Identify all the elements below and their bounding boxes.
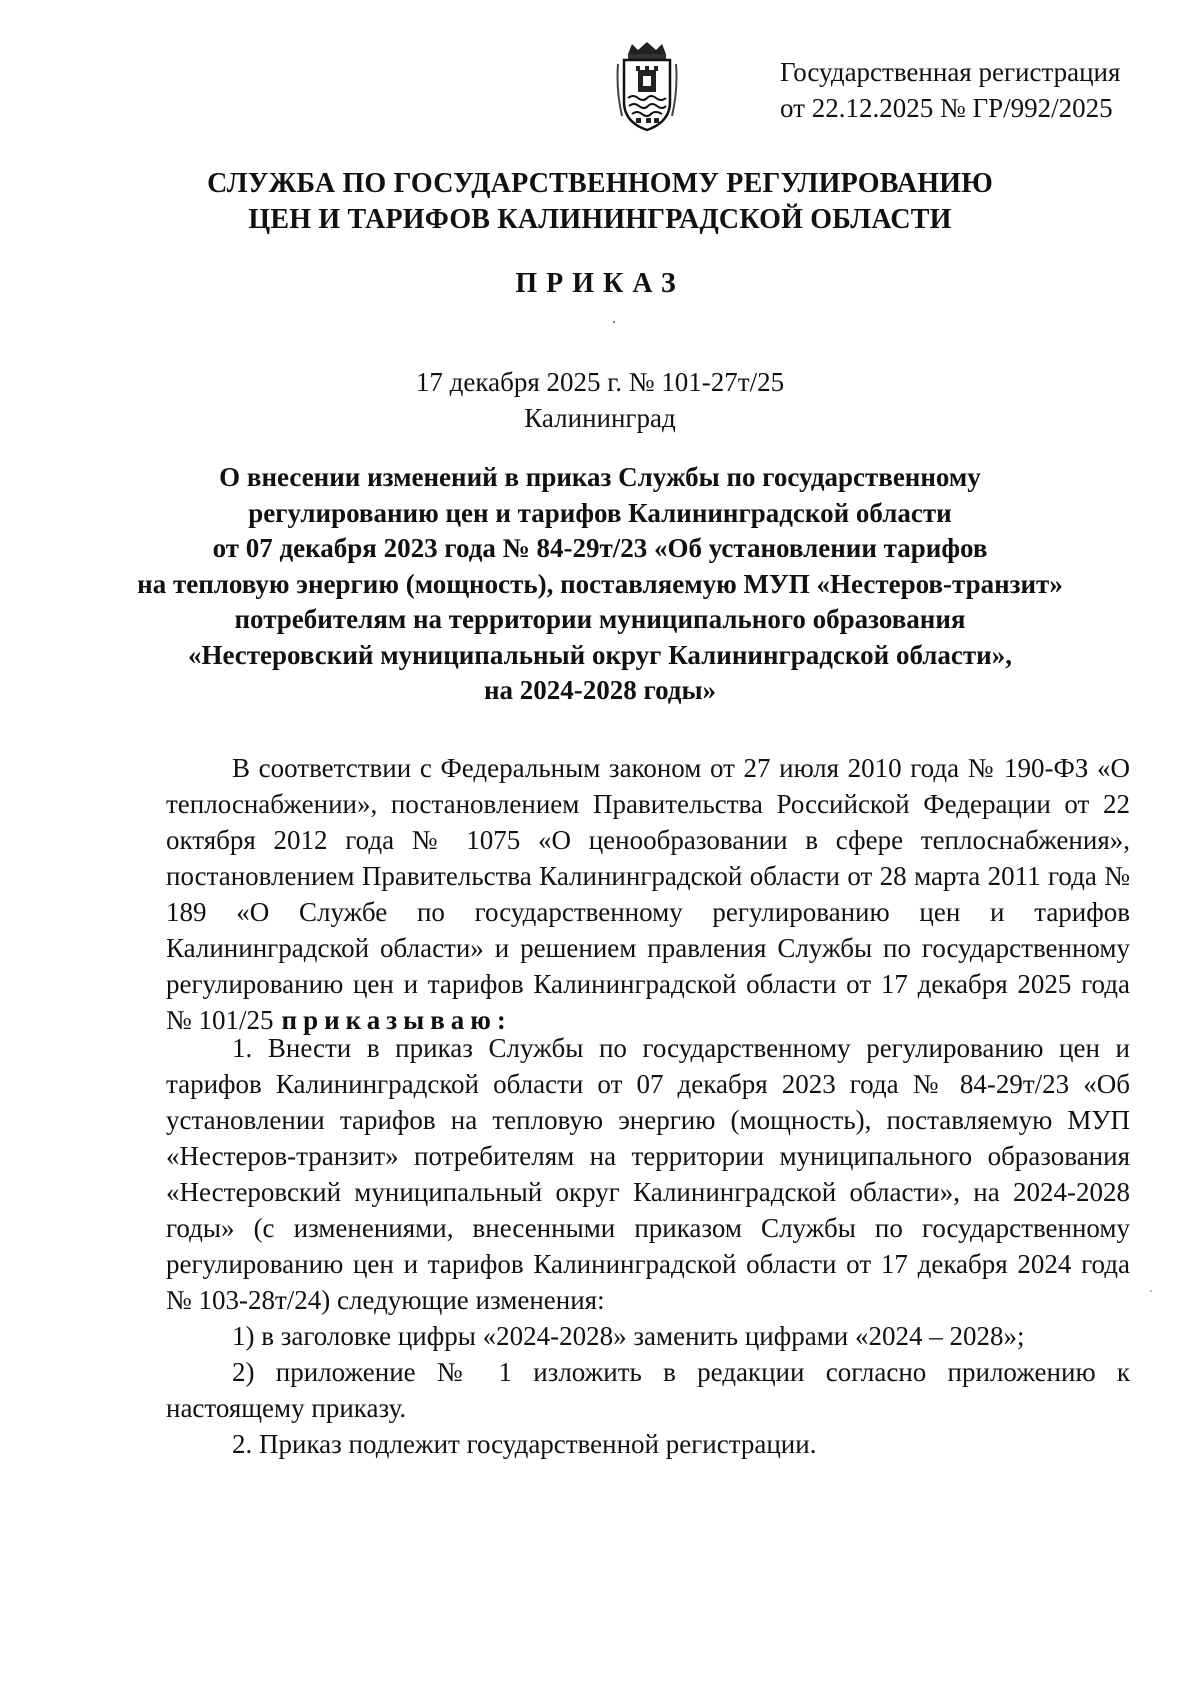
subject-line: на 2024-2028 годы» xyxy=(483,675,717,705)
order-city: Калининград xyxy=(524,403,676,433)
clause-1-2: 2) приложение № 1 изложить в редакции согласно приложению к настоящему приказу. xyxy=(166,1357,1130,1423)
order-clauses xyxy=(166,1030,1130,1462)
clause-1: 1. Внести в приказ Службы по государственному регулированию цен и тарифов Калининградской области от 07 декабря 2023 года № 84-29т/23 «Об установлении тарифов на тепловую энергию (мощность), поставляемую МУП «Нестеров-транзит» потребителям на территории муниципального образования «Нестеровский муниципальный округ Калининградской области», на 2024-2028 годы» (с изменениями, внесенными приказом Службы по государственному регулированию цен и тарифов Калининградской области от 17 декабря 2024 года № 103-28т/24) следующие изменения: xyxy=(166,1033,1130,1315)
clause-2: 2. Приказ подлежит государственной регистрации. xyxy=(232,1429,817,1459)
preamble-text: В соответствии с Федеральным законом от 27 июля 2010 года № 190-ФЗ «О теплоснабжении», постановлением Правительства Российской Федерации от 22 октября 2012 года № 1075 «О ценообразовании в сфере теплоснабжения», постановлением Правительства Калининградской области от 28 марта 2011 года № 189 «О Службе по государственному регулированию цен и тарифов Калининградской области» и решением правления Службы по государственному регулированию цен и тарифов Калининградской области от 17 декабря 2025 года № 101/25 xyxy=(166,753,1130,1035)
subject-line: потребителям на территории муниципального образования xyxy=(234,604,966,634)
clause-1-1: 1) в заголовке цифры «2024-2028» заменить цифрами «2024 – 2028»; xyxy=(232,1321,1025,1351)
scan-speck xyxy=(1150,1290,1152,1292)
kaliningrad-coat-of-arms-icon xyxy=(616,40,678,132)
authority-line-2: ЦЕН И ТАРИФОВ КАЛИНИНГРАДСКОЙ ОБЛАСТИ xyxy=(248,204,952,235)
subject-line: от 07 декабря 2023 года № 84-29т/23 «Об установлении тарифов xyxy=(212,533,988,563)
issuing-authority xyxy=(0,166,1200,238)
date-and-number xyxy=(0,364,1200,436)
subject-line: на тепловую энергию (мощность), поставляемую МУП «Нестеров-транзит» xyxy=(137,568,1063,599)
preamble xyxy=(166,750,1130,1038)
subject-line: О внесении изменений в приказ Службы по государственному xyxy=(219,462,981,492)
registration-stamp xyxy=(780,54,1120,126)
subject-line: «Нестеровский муниципальный округ Калининградской области», xyxy=(187,639,1012,670)
preamble-paragraph xyxy=(166,750,1130,1038)
subject-line: регулированию цен и тарифов Калининградской области xyxy=(248,497,952,528)
document-type: ПРИКАЗ xyxy=(515,268,685,299)
registration-line-2: от 22.12.2025 № ГР/992/2025 xyxy=(780,93,1113,123)
order-subject xyxy=(0,460,1200,709)
order-word: приказываю: xyxy=(281,1005,512,1035)
authority-line-1: СЛУЖБА ПО ГОСУДАРСТВЕННОМУ РЕГУЛИРОВАНИЮ xyxy=(207,168,993,199)
registration-line-1: Государственная регистрация xyxy=(780,57,1121,87)
scan-speck xyxy=(613,321,615,323)
order-date-number: 17 декабря 2025 г. № 101-27т/25 xyxy=(415,367,785,397)
